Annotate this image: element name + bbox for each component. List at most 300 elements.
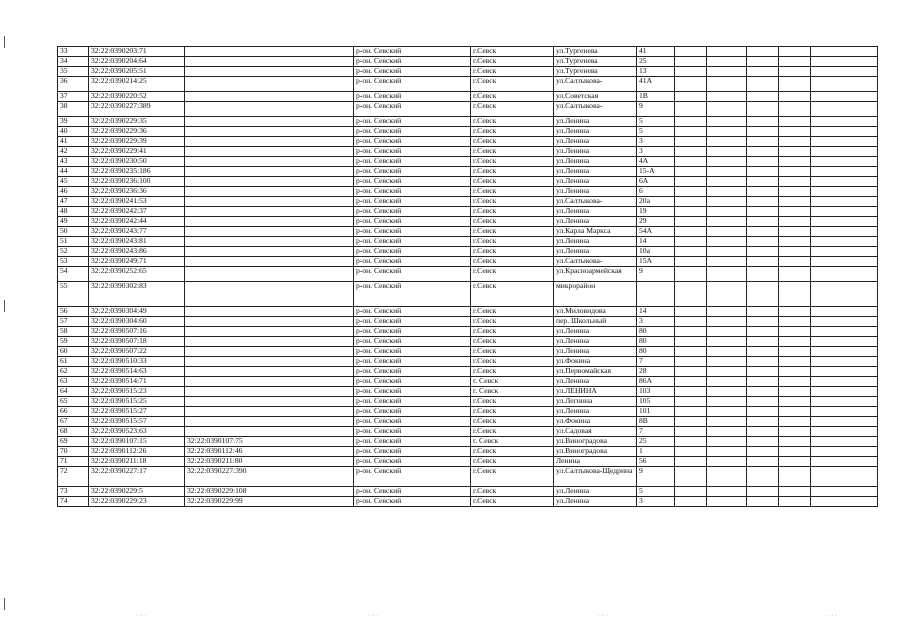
- cell-city: г.Севск: [471, 187, 554, 197]
- cell-empty: [747, 437, 779, 447]
- cell-cad2: [185, 177, 354, 187]
- cell-empty: [811, 387, 878, 397]
- cell-cad: 32:22:0390229:5: [89, 487, 185, 497]
- cell-empty: [707, 57, 747, 67]
- cell-empty: [675, 177, 707, 187]
- cell-empty: [707, 347, 747, 357]
- cell-empty: [707, 457, 747, 467]
- cell-empty: [811, 337, 878, 347]
- cell-empty: [675, 307, 707, 317]
- cell-empty: [747, 47, 779, 57]
- cell-house: 7: [637, 357, 675, 367]
- cell-dist: р-он. Севский: [354, 307, 471, 317]
- table-row: [58, 197, 878, 207]
- cell-cad: 32:22:0390242:44: [89, 217, 185, 227]
- cell-dist: р-он. Севский: [354, 407, 471, 417]
- cell-empty: [811, 467, 878, 487]
- cell-house: 28: [637, 367, 675, 377]
- cell-empty: [707, 317, 747, 327]
- table-row: [58, 457, 878, 467]
- cell-empty: [675, 417, 707, 427]
- cell-cad2: [185, 77, 354, 92]
- table-row: [58, 67, 878, 77]
- cell-city: г.Севск: [471, 197, 554, 207]
- cell-cad: 32:22:0390243:77: [89, 227, 185, 237]
- table-row: [58, 347, 878, 357]
- cell-empty: [747, 347, 779, 357]
- cell-house: 4А: [637, 157, 675, 167]
- cell-cad: 32:22:0390507:22: [89, 347, 185, 357]
- cell-street: ул.Советская: [554, 92, 637, 102]
- cell-dist: р-он. Севский: [354, 57, 471, 67]
- cell-cad: 32:22:0390515:27: [89, 407, 185, 417]
- cell-empty: [747, 187, 779, 197]
- cell-n: 61: [58, 357, 89, 367]
- cell-empty: [747, 407, 779, 417]
- cell-empty: [707, 147, 747, 157]
- cell-house: 14: [637, 307, 675, 317]
- cell-empty: [707, 307, 747, 317]
- cell-empty: [779, 367, 811, 377]
- cell-house: 1В: [637, 92, 675, 102]
- cell-cad: 32:22:0390236:36: [89, 187, 185, 197]
- cell-cad: 32:22:0390229:36: [89, 127, 185, 137]
- footer-mark: · ·· ·: [597, 613, 608, 619]
- table-row: [58, 487, 878, 497]
- cell-street: ул.Ленина: [554, 137, 637, 147]
- cell-dist: р-он. Севский: [354, 347, 471, 357]
- cell-cad: 32:22:0390252:65: [89, 267, 185, 282]
- cell-street: ул.Ленина: [554, 407, 637, 417]
- cell-empty: [779, 217, 811, 227]
- cell-cad2: 32:22:0390112:46: [185, 447, 354, 457]
- cell-cad2: [185, 167, 354, 177]
- cell-cad2: 32:22:0390211:80: [185, 457, 354, 467]
- cell-cad2: [185, 417, 354, 427]
- cell-empty: [707, 437, 747, 447]
- cell-empty: [707, 217, 747, 227]
- cell-empty: [675, 197, 707, 207]
- table-row: [58, 257, 878, 267]
- cell-empty: [811, 67, 878, 77]
- cell-empty: [811, 197, 878, 207]
- cell-n: 49: [58, 217, 89, 227]
- cell-street: ул.Тургенева: [554, 57, 637, 67]
- cell-empty: [675, 327, 707, 337]
- cell-house: 41: [637, 47, 675, 57]
- cell-dist: р-он. Севский: [354, 267, 471, 282]
- cell-n: 51: [58, 237, 89, 247]
- table-row: [58, 57, 878, 67]
- cell-empty: [675, 447, 707, 457]
- table-row: [58, 337, 878, 347]
- cell-street: ул.Ленина: [554, 377, 637, 387]
- cell-cad: 32:22:0390107:15: [89, 437, 185, 447]
- cell-empty: [707, 497, 747, 507]
- cell-empty: [707, 447, 747, 457]
- cell-n: 67: [58, 417, 89, 427]
- cell-empty: [747, 282, 779, 307]
- cell-street: ул.Ленина: [554, 337, 637, 347]
- cell-empty: [747, 377, 779, 387]
- cell-street: ул.Ленина: [554, 127, 637, 137]
- cell-empty: [707, 267, 747, 282]
- cell-n: 41: [58, 137, 89, 147]
- cell-n: 52: [58, 247, 89, 257]
- cell-empty: [811, 307, 878, 317]
- cell-dist: р-он. Севский: [354, 77, 471, 92]
- footer-mark: · ·· ·: [136, 613, 147, 619]
- cell-n: 50: [58, 227, 89, 237]
- cell-street: ул.Ленина: [554, 487, 637, 497]
- cell-cad: 32:22:0390243:81: [89, 237, 185, 247]
- cell-n: 65: [58, 397, 89, 407]
- cell-empty: [707, 397, 747, 407]
- cell-empty: [675, 117, 707, 127]
- cell-empty: [675, 357, 707, 367]
- cell-house: 14: [637, 237, 675, 247]
- cell-empty: [779, 227, 811, 237]
- cell-cad: 32:22:0390515:57: [89, 417, 185, 427]
- cell-empty: [707, 327, 747, 337]
- cell-house: 41А: [637, 77, 675, 92]
- cell-city: г.Севск: [471, 92, 554, 102]
- cell-city: г.Севск: [471, 137, 554, 147]
- cell-cad: 32:22:0390302:83: [89, 282, 185, 307]
- cell-house: 13: [637, 67, 675, 77]
- cell-dist: р-он. Севский: [354, 47, 471, 57]
- cell-dist: р-он. Севский: [354, 377, 471, 387]
- cell-empty: [747, 337, 779, 347]
- cell-empty: [707, 167, 747, 177]
- cell-empty: [675, 487, 707, 497]
- cell-city: г. Севск: [471, 377, 554, 387]
- cell-empty: [811, 187, 878, 197]
- cell-cad: 32:22:0390514:63: [89, 367, 185, 377]
- cell-empty: [779, 337, 811, 347]
- cell-empty: [811, 267, 878, 282]
- cell-n: 59: [58, 337, 89, 347]
- cell-empty: [811, 217, 878, 227]
- cell-cad2: [185, 237, 354, 247]
- cell-cad2: 32:22:0390227:390: [185, 467, 354, 487]
- footer-mark: · ·· ·: [368, 613, 379, 619]
- cell-house: 9: [637, 267, 675, 282]
- cell-empty: [779, 177, 811, 187]
- table-row: [58, 127, 878, 137]
- cell-street: ул.Карла Маркса: [554, 227, 637, 237]
- cell-n: 45: [58, 177, 89, 187]
- cell-empty: [707, 487, 747, 497]
- cell-cad2: [185, 92, 354, 102]
- cell-empty: [779, 77, 811, 92]
- cell-city: г.Севск: [471, 417, 554, 427]
- cell-street: ул.Салтыкова-: [554, 77, 637, 92]
- cell-cad: 32:22:0390211:18: [89, 457, 185, 467]
- cell-empty: [779, 47, 811, 57]
- cell-dist: р-он. Севский: [354, 247, 471, 257]
- cell-street: ул.Ленина: [554, 347, 637, 357]
- cell-cad2: [185, 57, 354, 67]
- cell-empty: [747, 197, 779, 207]
- cell-empty: [747, 217, 779, 227]
- cell-cad: 32:22:0390515:23: [89, 387, 185, 397]
- cell-cad: 32:22:0390214:25: [89, 77, 185, 92]
- cell-empty: [779, 157, 811, 167]
- cell-empty: [811, 247, 878, 257]
- cell-empty: [779, 237, 811, 247]
- cell-empty: [747, 67, 779, 77]
- cell-empty: [675, 387, 707, 397]
- cell-cad: 32:22:0390229:35: [89, 117, 185, 127]
- table-row: [58, 387, 878, 397]
- cell-city: г.Севск: [471, 77, 554, 92]
- cell-street: ул.Красноармейская: [554, 267, 637, 282]
- cell-house: 80: [637, 347, 675, 357]
- cell-cad: 32:22:0390112:26: [89, 447, 185, 457]
- cell-empty: [675, 367, 707, 377]
- cell-n: 33: [58, 47, 89, 57]
- cell-city: г.Севск: [471, 102, 554, 117]
- cell-empty: [707, 237, 747, 247]
- cell-n: 58: [58, 327, 89, 337]
- cell-dist: р-он. Севский: [354, 127, 471, 137]
- cell-empty: [811, 137, 878, 147]
- cell-street: ул.Ленина: [554, 147, 637, 157]
- cell-empty: [707, 92, 747, 102]
- table-row: [58, 227, 878, 237]
- cell-empty: [747, 417, 779, 427]
- cell-empty: [675, 267, 707, 282]
- table-row: [58, 247, 878, 257]
- cell-empty: [675, 407, 707, 417]
- cell-empty: [779, 437, 811, 447]
- cell-empty: [811, 92, 878, 102]
- cell-empty: [707, 137, 747, 147]
- cell-house: 25: [637, 57, 675, 67]
- cell-street: ул.Ленина: [554, 187, 637, 197]
- cell-dist: р-он. Севский: [354, 167, 471, 177]
- cell-cad: 32:22:0390235:186: [89, 167, 185, 177]
- cell-dist: р-он. Севский: [354, 497, 471, 507]
- cell-dist: р-он. Севский: [354, 177, 471, 187]
- cell-empty: [811, 167, 878, 177]
- cell-house: 80: [637, 327, 675, 337]
- cell-house: [637, 282, 675, 307]
- cell-street: ул.Ленина: [554, 237, 637, 247]
- table-row: [58, 497, 878, 507]
- cell-empty: [675, 247, 707, 257]
- cell-city: г.Севск: [471, 447, 554, 457]
- table-row: [58, 407, 878, 417]
- cell-street: ул.Ленина: [554, 207, 637, 217]
- cell-cad2: [185, 427, 354, 437]
- cell-empty: [675, 167, 707, 177]
- cell-cad: 32:22:0390230:50: [89, 157, 185, 167]
- cell-empty: [675, 397, 707, 407]
- cell-empty: [779, 57, 811, 67]
- cell-cad: 32:22:0390220:52: [89, 92, 185, 102]
- cell-empty: [811, 437, 878, 447]
- cell-city: г.Севск: [471, 367, 554, 377]
- cell-empty: [779, 417, 811, 427]
- cell-dist: р-он. Севский: [354, 327, 471, 337]
- cell-empty: [747, 157, 779, 167]
- cell-empty: [747, 467, 779, 487]
- cell-cad2: [185, 307, 354, 317]
- cell-empty: [811, 317, 878, 327]
- cell-empty: [811, 327, 878, 337]
- cell-house: 105: [637, 397, 675, 407]
- cell-street: ул.Салтыкова-Щедрина: [554, 467, 637, 487]
- cell-dist: р-он. Севский: [354, 237, 471, 247]
- cell-empty: [811, 207, 878, 217]
- cell-empty: [779, 187, 811, 197]
- cell-empty: [747, 317, 779, 327]
- cell-empty: [779, 347, 811, 357]
- cell-cad2: [185, 102, 354, 117]
- cell-empty: [675, 92, 707, 102]
- cell-n: 60: [58, 347, 89, 357]
- cell-empty: [747, 257, 779, 267]
- cell-dist: р-он. Севский: [354, 67, 471, 77]
- cell-cad2: [185, 217, 354, 227]
- cell-street: ул.Виноградова: [554, 447, 637, 457]
- cell-empty: [675, 437, 707, 447]
- cell-empty: [779, 197, 811, 207]
- cell-empty: [707, 467, 747, 487]
- cell-dist: р-он. Севский: [354, 317, 471, 327]
- cell-empty: [747, 427, 779, 437]
- cell-empty: [811, 417, 878, 427]
- cell-empty: [811, 377, 878, 387]
- cell-empty: [779, 327, 811, 337]
- cell-n: 48: [58, 207, 89, 217]
- cell-empty: [675, 187, 707, 197]
- cell-empty: [747, 127, 779, 137]
- cell-cad: 32:22:0390204:64: [89, 57, 185, 67]
- cell-empty: [675, 377, 707, 387]
- cell-empty: [675, 57, 707, 67]
- table-row: [58, 77, 878, 92]
- cell-house: 80: [637, 337, 675, 347]
- table-row: [58, 327, 878, 337]
- cell-empty: [811, 367, 878, 377]
- cell-street: ул.Первомайская: [554, 367, 637, 377]
- cell-dist: р-он. Севский: [354, 467, 471, 487]
- cell-empty: [675, 127, 707, 137]
- cell-empty: [675, 102, 707, 117]
- cell-empty: [779, 407, 811, 417]
- cell-dist: р-он. Севский: [354, 147, 471, 157]
- margin-mark: [4, 300, 5, 312]
- cell-cad2: [185, 337, 354, 347]
- cell-street: ул.Ленина: [554, 497, 637, 507]
- cell-cad2: [185, 67, 354, 77]
- cell-city: г.Севск: [471, 67, 554, 77]
- cell-empty: [747, 367, 779, 377]
- cell-empty: [675, 67, 707, 77]
- table-row: [58, 92, 878, 102]
- cell-city: г.Севск: [471, 117, 554, 127]
- cell-n: 46: [58, 187, 89, 197]
- cell-empty: [675, 337, 707, 347]
- cell-house: 54А: [637, 227, 675, 237]
- cell-empty: [811, 157, 878, 167]
- cell-house: 3: [637, 317, 675, 327]
- cell-cad2: [185, 137, 354, 147]
- cell-street: ул.Тургенева: [554, 67, 637, 77]
- cell-n: 34: [58, 57, 89, 67]
- cell-city: г.Севск: [471, 57, 554, 67]
- cell-empty: [747, 57, 779, 67]
- cell-cad2: [185, 127, 354, 137]
- cell-cad: 32:22:0390304:49: [89, 307, 185, 317]
- cell-dist: р-он. Севский: [354, 427, 471, 437]
- cell-street: ул.Фокина: [554, 417, 637, 427]
- cell-empty: [675, 467, 707, 487]
- cell-empty: [675, 147, 707, 157]
- cell-dist: р-он. Севский: [354, 447, 471, 457]
- cell-empty: [811, 487, 878, 497]
- cell-dist: р-он. Севский: [354, 157, 471, 167]
- cell-cad: 32:22:0390229:41: [89, 147, 185, 157]
- cell-city: г.Севск: [471, 282, 554, 307]
- cell-empty: [707, 207, 747, 217]
- cell-empty: [779, 497, 811, 507]
- cell-cad: 32:22:0390229:39: [89, 137, 185, 147]
- cell-cad2: [185, 157, 354, 167]
- cell-empty: [811, 117, 878, 127]
- cell-empty: [747, 307, 779, 317]
- cell-n: 38: [58, 102, 89, 117]
- cell-dist: р-он. Севский: [354, 137, 471, 147]
- table-row: [58, 187, 878, 197]
- cell-city: г.Севск: [471, 127, 554, 137]
- cell-cad: 32:22:0390249:71: [89, 257, 185, 267]
- cell-empty: [707, 247, 747, 257]
- cell-cad: 32:22:0390205:51: [89, 67, 185, 77]
- cell-cad2: [185, 397, 354, 407]
- cell-empty: [675, 317, 707, 327]
- cell-empty: [779, 117, 811, 127]
- cell-empty: [811, 147, 878, 157]
- cell-cad2: [185, 267, 354, 282]
- table-row: [58, 317, 878, 327]
- cell-empty: [811, 102, 878, 117]
- cell-dist: р-он. Севский: [354, 457, 471, 467]
- cell-empty: [747, 117, 779, 127]
- cell-street: ул.Ленина: [554, 217, 637, 227]
- cell-empty: [779, 357, 811, 367]
- cell-house: 8В: [637, 417, 675, 427]
- cell-empty: [779, 387, 811, 397]
- cell-empty: [747, 92, 779, 102]
- cell-n: 43: [58, 157, 89, 167]
- cell-dist: р-он. Севский: [354, 92, 471, 102]
- cell-n: 73: [58, 487, 89, 497]
- cell-cad: 32:22:0390514:71: [89, 377, 185, 387]
- cell-street: ул.Фокина: [554, 357, 637, 367]
- cell-street: ул.Ленина: [554, 117, 637, 127]
- cell-empty: [779, 377, 811, 387]
- cell-house: 3: [637, 147, 675, 157]
- cell-empty: [747, 177, 779, 187]
- cell-empty: [811, 397, 878, 407]
- cell-street: ул.Ленина: [554, 327, 637, 337]
- cell-empty: [811, 127, 878, 137]
- margin-mark: [4, 36, 5, 48]
